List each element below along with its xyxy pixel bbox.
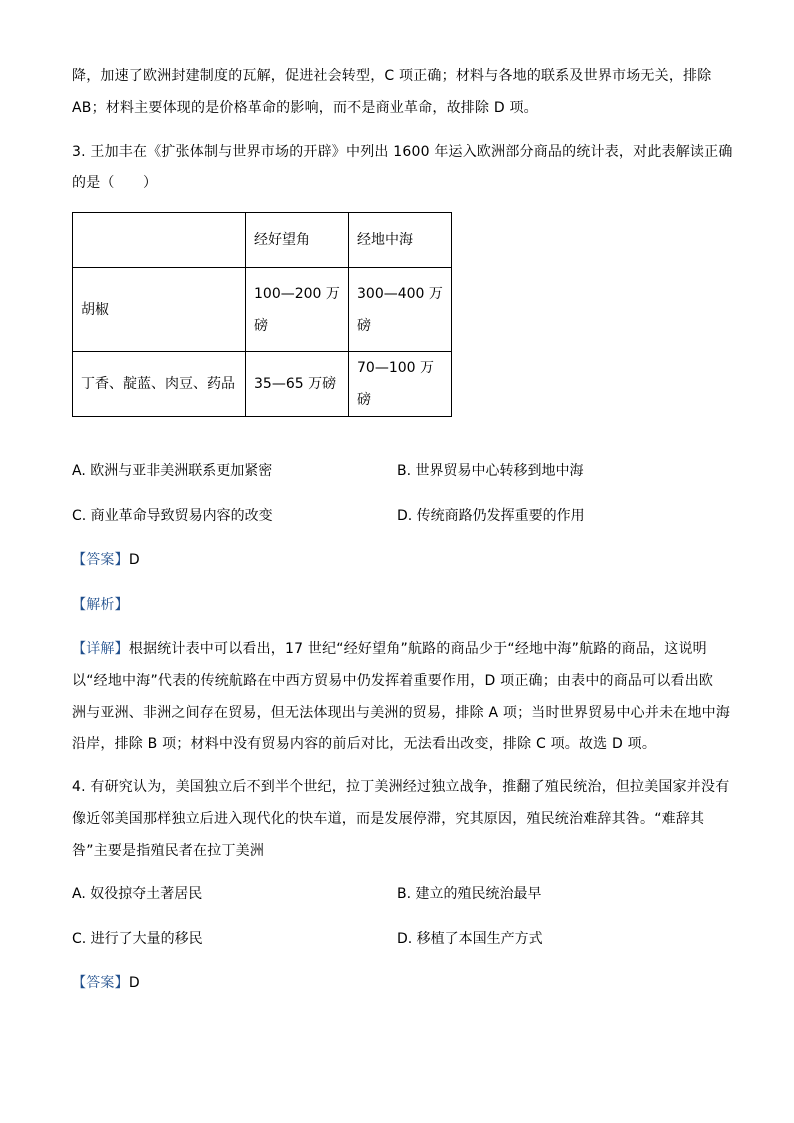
table-row [73,352,452,417]
pepper-med-value-line-1: 300—400 万 [357,285,443,302]
question-3-option-d: D. 传统商路仍发挥重要的作用 [397,508,585,524]
question-3-option-c: C. 商业革命导致贸易内容的改变 [72,508,273,524]
question-4-stem-line-3: 咎”主要是指殖民者在拉丁美洲 [72,843,265,859]
answer-tag: 【答案】 [72,975,129,991]
question-4-stem-line-1: 4. 有研究认为，美国独立后不到半个世纪，拉丁美洲经过独立战争，推翻了殖民统治，但拉美国家并没有 [72,779,730,795]
paragraph-continuation-line-2: AB；材料主要体现的是价格革命的影响，而不是商业革命，故排除 D 项。 [72,100,538,116]
question-3-option-a: A. 欧洲与亚非美洲联系更加紧密 [72,463,273,479]
pepper-cape-value [246,268,349,352]
commodity-statistics-table [72,212,452,417]
table-header-mediterranean-route: 经地中海 [349,213,452,268]
question-4-option-a: A. 奴役掠夺土著居民 [72,886,203,902]
row-label-pepper: 胡椒 [73,268,246,352]
detail-tag: 【详解】 [72,641,129,657]
question-3-option-b: B. 世界贸易中心转移到地中海 [397,463,584,479]
answer-value: D [128,975,140,991]
pepper-mediterranean-value [349,268,452,352]
question-4-option-d: D. 移植了本国生产方式 [397,931,543,947]
paragraph-continuation-line-1: 降，加速了欧洲封建制度的瓦解，促进社会转型，C 项正确；材料与各地的联系及世界市场无关，排除 [72,68,712,84]
pepper-med-value-line-2: 磅 [357,317,371,334]
question-4-answer [72,973,140,993]
question-3-detail-line-4: 沿岸，排除 B 项；材料中没有贸易内容的前后对比，无法看出改变，排除 C 项。故选 D 项。 [72,736,657,752]
question-3-stem-line-2: 的是（ ） [72,175,158,191]
answer-tag: 【答案】 [72,552,129,568]
table-header-cell-empty [73,213,246,268]
question-4-option-b: B. 建立的殖民统治最早 [397,886,542,902]
question-3-analysis-heading [72,595,129,615]
analysis-tag: 【解析】 [72,597,129,613]
question-4-option-c: C. 进行了大量的移民 [72,931,203,947]
table-header-row [73,213,452,268]
pepper-cape-value-line-1: 100—200 万 [254,285,340,302]
detail-text: 根据统计表中可以看出，17 世纪“经好望角”航路的商品少于“经地中海”航路的商品，这说明 [128,641,707,657]
question-3-detail-line-3: 洲与亚洲、非洲之间存在贸易，但无法体现出与美洲的贸易，排除 A 项；当时世界贸易中心并未在地中海 [72,705,731,721]
spices-cape-value: 35—65 万磅 [246,352,349,417]
table-header-cape-route: 经好望角 [246,213,349,268]
question-3-answer [72,550,140,570]
row-label-spices: 丁香、靛蓝、肉豆、药品 [73,352,246,417]
spices-mediterranean-value: 70—100 万磅 [349,352,452,417]
question-3-stem-line-1: 3. 王加丰在《扩张体制与世界市场的开辟》中列出 1600 年运入欧洲部分商品的统计表，对此表解读正确 [72,144,733,160]
question-3-detail-line-1 [72,639,707,659]
question-4-stem-line-2: 像近邻美国那样独立后进入现代化的快车道，而是发展停滞，究其原因，殖民统治难辞其咎。“难辞其 [72,811,705,827]
pepper-cape-value-line-2: 磅 [254,317,268,334]
answer-value: D [128,552,140,568]
question-3-detail-line-2: 以“经地中海”代表的传统航路在中西方贸易中仍发挥着重要作用，D 项正确；由表中的商品可以看出欧 [72,673,714,689]
table-row [73,268,452,352]
